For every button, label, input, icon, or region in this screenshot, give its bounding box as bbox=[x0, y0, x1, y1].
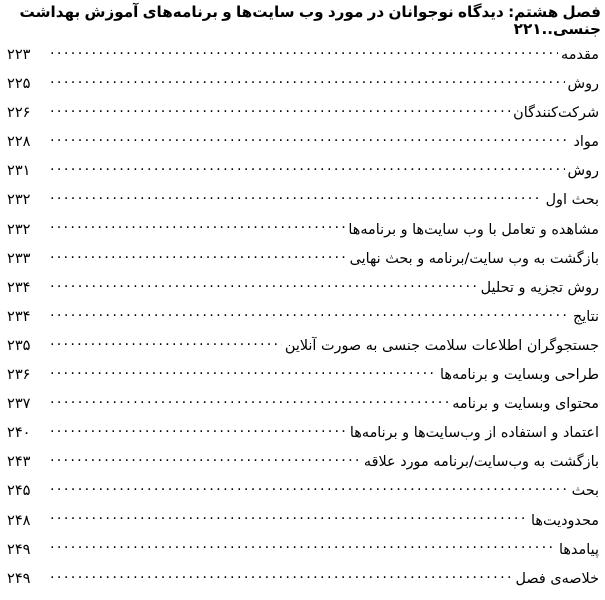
toc-entry-dot-leader bbox=[50, 190, 543, 204]
toc-entry-dot-leader bbox=[50, 219, 345, 233]
toc-entry[interactable] bbox=[4, 302, 601, 331]
toc-entry[interactable] bbox=[4, 506, 601, 535]
toc-entry-page-number: ۲۴۹ bbox=[7, 540, 31, 558]
toc-entry[interactable] bbox=[4, 98, 601, 127]
toc-entry-dot-leader bbox=[50, 277, 478, 291]
toc-entry-dot-leader bbox=[50, 336, 282, 350]
toc-entry-dot-leader bbox=[50, 452, 361, 466]
toc-entry-page-number: ۲۳۷ bbox=[7, 395, 31, 413]
toc-entry-page-number: ۲۳۴ bbox=[7, 278, 31, 296]
toc-entry-label: بحث bbox=[571, 483, 599, 500]
toc-entry-label: جستجوگران اطلاعات سلامت جنسی به صورت آنلاین bbox=[284, 337, 599, 354]
toc-entry-label: مواد bbox=[573, 134, 599, 151]
toc-entry-page-number: ۲۳۲ bbox=[7, 220, 31, 238]
toc-entry[interactable] bbox=[4, 564, 601, 593]
toc-entry-label: روش bbox=[567, 163, 599, 180]
toc-entry-label: خلاصه‌ی فصل bbox=[515, 570, 599, 587]
toc-entry[interactable] bbox=[4, 535, 601, 564]
toc-entry-label: روش تجزیه و تحلیل bbox=[480, 279, 599, 296]
toc-entry[interactable] bbox=[4, 389, 601, 418]
toc-entry-page-number: ۲۴۳ bbox=[7, 453, 31, 471]
toc-entry-dot-leader bbox=[50, 481, 569, 495]
toc-entry[interactable] bbox=[4, 360, 601, 389]
toc-entry-label: محدودیت‌ها bbox=[530, 512, 599, 529]
chapter-title-label: فصل هشتم: دیدگاه نوجوانان در مورد وب سایت‌ها و برنامه‌های آموزش بهداشت جنسی bbox=[19, 3, 601, 38]
toc-entry-label: مشاهده و تعامل با وب سایت‌ها و برنامه‌ها bbox=[348, 221, 599, 238]
chapter-title-page-number: ۲۲۱ bbox=[513, 20, 542, 38]
toc-entry-label: طراحی وبسایت و برنامه‌ها bbox=[440, 367, 599, 384]
toc-entry-label: پیامدها bbox=[559, 541, 599, 558]
toc-entry-label: مقدمه bbox=[561, 47, 599, 63]
toc-entry[interactable] bbox=[4, 156, 601, 185]
toc-entry-dot-leader bbox=[50, 539, 556, 553]
toc-entry-dot-leader bbox=[50, 423, 347, 437]
toc-entry-list bbox=[4, 40, 601, 593]
toc-entry[interactable] bbox=[4, 215, 601, 244]
chapter-title-entry[interactable] bbox=[4, 4, 601, 38]
toc-entry[interactable] bbox=[4, 40, 601, 69]
toc-entry-page-number: ۲۲۸ bbox=[7, 133, 31, 151]
toc-entry[interactable] bbox=[4, 447, 601, 476]
toc-entry[interactable] bbox=[4, 418, 601, 447]
toc-entry-dot-leader bbox=[50, 45, 558, 59]
toc-entry-page-number: ۲۳۲ bbox=[7, 191, 31, 209]
toc-entry-label: بازگشت به وب‌سایت/برنامه مورد علاقه bbox=[363, 454, 599, 471]
toc-entry-page-number: ۲۴۸ bbox=[7, 511, 31, 529]
toc-entry-dot-leader bbox=[50, 365, 437, 379]
toc-entry-dot-leader bbox=[50, 248, 347, 262]
toc-entry[interactable] bbox=[4, 331, 601, 360]
toc-entry[interactable] bbox=[4, 127, 601, 156]
toc-entry-page-number: ۲۳۵ bbox=[7, 336, 31, 354]
toc-entry-page-number: ۲۳۱ bbox=[7, 162, 31, 180]
toc-entry-label: نتایج bbox=[572, 308, 599, 325]
toc-entry[interactable] bbox=[4, 185, 601, 214]
toc-entry-page-number: ۲۴۹ bbox=[7, 569, 31, 587]
toc-entry-page-number: ۲۳۴ bbox=[7, 307, 31, 325]
toc-entry-dot-leader bbox=[50, 306, 570, 320]
toc-entry-dot-leader bbox=[50, 161, 565, 175]
toc-entry-label: روش bbox=[567, 76, 599, 93]
toc-entry-label: اعتماد و استفاده از وب‌سایت‌ها و برنامه‌ها bbox=[349, 425, 599, 442]
toc-entry-page-number: ۲۴۵ bbox=[7, 482, 31, 500]
toc-entry-dot-leader bbox=[50, 510, 528, 524]
toc-entry-label: بازگشت به وب سایت/برنامه و بحث نهایی bbox=[349, 250, 599, 267]
toc-entry-page-number: ۲۳۶ bbox=[7, 366, 31, 384]
toc-entry-label: محتوای وبسایت و برنامه bbox=[452, 396, 599, 413]
toc-entry-dot-leader bbox=[50, 74, 565, 88]
toc-entry-dot-leader bbox=[50, 132, 570, 146]
chapter-title-leader: .. bbox=[541, 20, 554, 38]
toc-entry-dot-leader bbox=[50, 568, 512, 582]
toc-entry-dot-leader bbox=[50, 394, 449, 408]
toc-entry-page-number: ۲۲۵ bbox=[7, 75, 31, 93]
toc-entry[interactable] bbox=[4, 69, 601, 98]
toc-entry[interactable] bbox=[4, 476, 601, 505]
toc-entry-page-number: ۲۴۰ bbox=[7, 424, 31, 442]
toc-entry-page-number: ۲۲۶ bbox=[7, 104, 31, 122]
toc-entry-page-number: ۲۳۳ bbox=[7, 249, 31, 267]
toc-entry[interactable] bbox=[4, 273, 601, 302]
toc-entry-dot-leader bbox=[50, 103, 510, 117]
toc-entry[interactable] bbox=[4, 244, 601, 273]
toc-entry-page-number: ۲۲۳ bbox=[7, 46, 31, 63]
toc-entry-label: شرکت‌کنندگان bbox=[513, 105, 599, 122]
toc-entry-label: بحث اول bbox=[545, 192, 599, 209]
